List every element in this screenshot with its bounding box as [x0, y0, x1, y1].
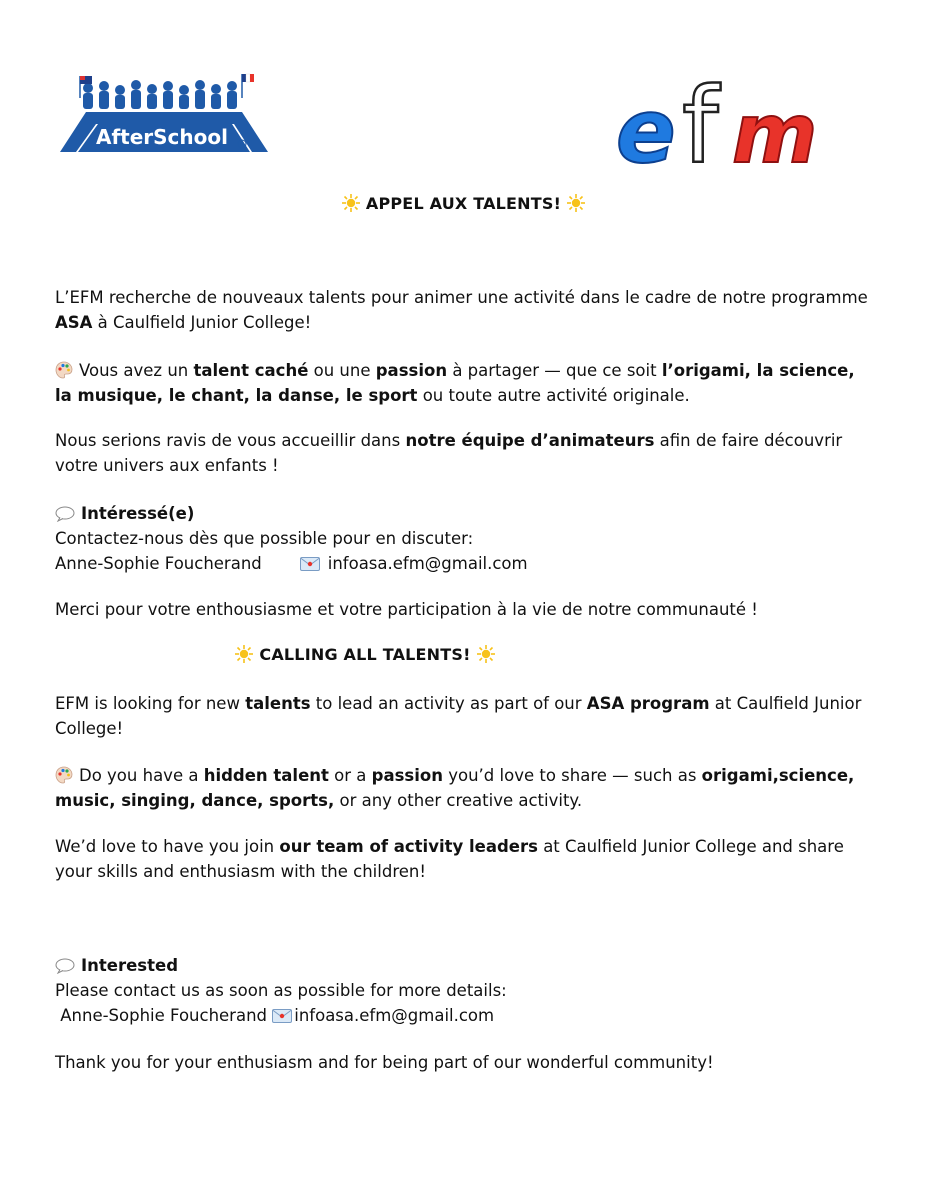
french-title	[0, 194, 927, 213]
afterschool-logo-text: AfterSchool	[95, 125, 229, 149]
speech-bubble-icon	[55, 958, 75, 974]
envelope-icon	[272, 1009, 292, 1023]
french-thanks: Merci pour votre enthousiasme et votre participation à la vie de notre communauté !	[55, 600, 758, 619]
french-contact-name: Anne-Sophie Foucherand	[55, 554, 262, 573]
envelope-icon	[300, 557, 320, 571]
english-contact-email[interactable]: infoasa.efm@gmail.com	[294, 1006, 495, 1025]
french-contact-line: Contactez-nous dès que possible pour en discuter:	[55, 529, 474, 548]
french-paragraph-1: L’EFM recherche de nouveaux talents pour animer une activité dans le cadre de notre programme ASA à Caulfield Junior College!	[55, 288, 868, 332]
french-interested-label: Intéressé(e)	[81, 504, 195, 523]
french-paragraph-3: Nous serions ravis de vous accueillir dans notre équipe d’animateurs afin de faire découvrir votre univers aux enfants !	[55, 431, 843, 475]
english-contact-block	[55, 953, 870, 1028]
efm-logo-f: f	[682, 65, 719, 186]
speech-bubble-icon	[55, 506, 75, 522]
english-title-text: CALLING ALL TALENTS!	[259, 645, 471, 664]
french-contact-block	[55, 501, 870, 576]
afterschool-logo	[56, 66, 272, 156]
sun-icon	[235, 645, 253, 663]
french-contact-email[interactable]: infoasa.efm@gmail.com	[327, 554, 528, 573]
french-title-text: APPEL AUX TALENTS!	[365, 194, 562, 213]
english-title	[0, 645, 730, 664]
efm-logo-m: m	[732, 87, 818, 182]
english-interested-label: Interested	[81, 956, 179, 975]
french-paragraph-2: Vous avez un talent caché ou une passion à partager — que ce soit l’origami, la science, la musique, le chant, la danse, le sport ou toute autre activité originale.	[55, 361, 855, 405]
efm-logo	[612, 62, 844, 186]
palette-icon	[55, 766, 73, 784]
english-contact-line: Please contact us as soon as possible for more details:	[55, 981, 507, 1000]
efm-logo-e: e	[616, 80, 676, 183]
english-paragraph-3: We’d love to have you join our team of activity leaders at Caulfield Junior College and share your skills and enthusiasm with the children!	[55, 837, 844, 881]
english-contact-name: Anne-Sophie Foucherand	[60, 1006, 267, 1025]
sun-icon	[477, 645, 495, 663]
english-paragraph-1: EFM is looking for new talents to lead an activity as part of our ASA program at Caulfield Junior College!	[55, 694, 862, 738]
english-thanks: Thank you for your enthusiasm and for being part of our wonderful community!	[55, 1053, 714, 1072]
sun-icon	[567, 194, 585, 212]
palette-icon	[55, 361, 73, 379]
sun-icon	[342, 194, 360, 212]
english-paragraph-2: Do you have a hidden talent or a passion you’d love to share — such as origami,science, music, singing, dance, sports, or any other creative activity.	[55, 766, 855, 810]
